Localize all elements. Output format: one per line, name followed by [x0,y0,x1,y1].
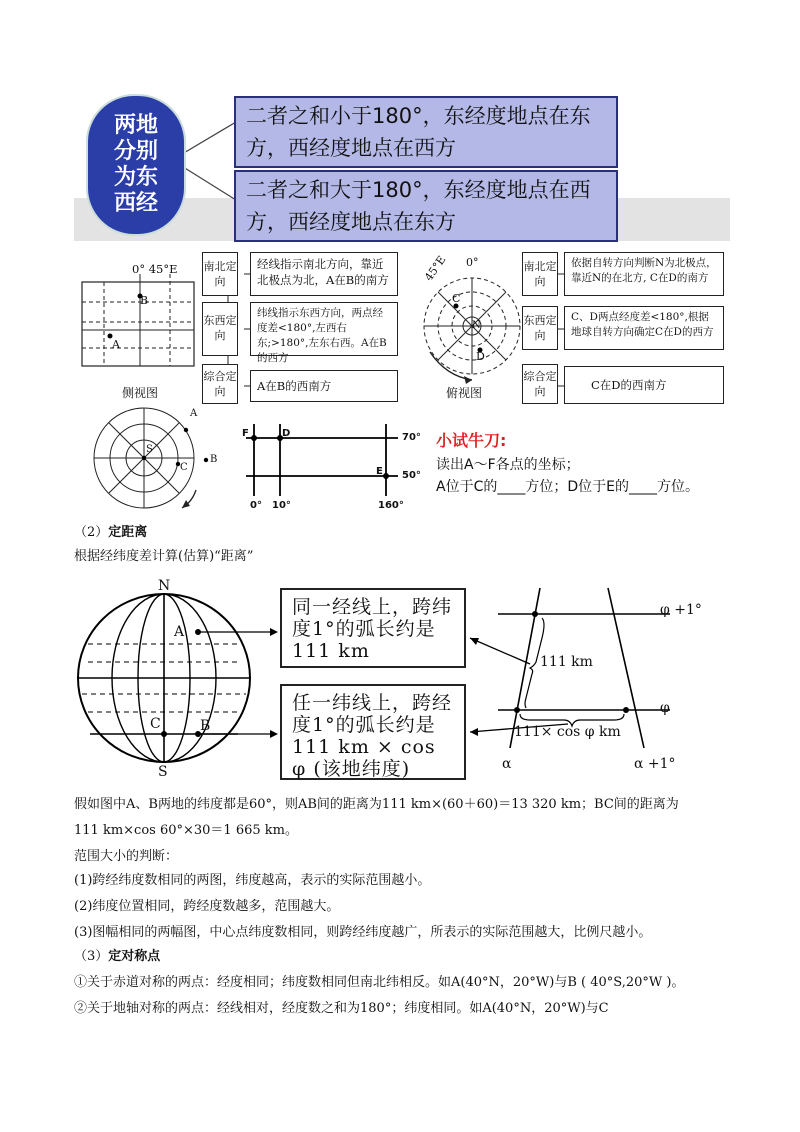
example-line1: 假如图中A、B两地的纬度都是60°，则AB间的距离为111 km×(60＋60)＝13 320 km；BC间的距离为 [74,797,679,812]
top-figure [74,86,730,241]
side-view-grid [82,274,194,366]
top-flow-text-ns: 依据自转方向判断N为北极点，靠近N的在北方, C在D的南方 [564,252,724,296]
quiz-grid-e: E [376,466,383,477]
globe-label-s: S [158,764,168,780]
section3-heading-num: （3） [74,949,109,964]
trap-label-111: 111 km [540,654,593,670]
top-box-sum-greater-text: 二者之和大于180°，东经度地点在西方，西经度地点在东方 [246,178,591,234]
quiz-polar-a: A [190,408,198,419]
globe-label-c: C [150,716,161,732]
symmetry-line1: ①关于赤道对称的两点：经度相同；纬度数相同但南北纬相反。如A(40°N，20°W)与B ( 40°S,20°W )。 [74,975,685,990]
side-flow-text-ns: 经线指示南北方向，靠近北极点为北，A在B的南方 [250,252,398,296]
trap-label-phi1: φ +1° [660,602,702,618]
quiz-line2: A位于C的____方位；D位于E的____方位。 [436,479,699,495]
section2-heading [74,524,147,542]
top-flow-text-ew: C、D两点经度差<180°,根据地球自转方向确定C在D的西方 [564,306,724,350]
top-oval-label: 两地分别为东西经 [113,113,158,216]
side-flow-text-ew: 纬线指示东西方向，两点经度差<180°,左西右东;>180°,左东右西。A在B的西方 [250,302,398,356]
direction-figure [74,244,730,516]
quiz-polar [94,408,208,508]
top-flow-head-ns: 南北定向 [522,252,558,296]
trap-label-cos: 111× cos φ km [514,724,621,740]
quiz-grid-d: D [282,428,291,439]
range-item-3: (3)图幅相同的两幅图，中心点纬度数相同，则跨经纬度越广，所表示的实际范围越大，比例尺越小。 [74,925,652,940]
top-box-sum-less-text: 二者之和小于180°，东经度地点在东方，西经度地点在西方 [246,104,591,160]
side-view-caption: 侧视图 [122,386,159,400]
meridian-distance-text: 同一经线上，跨纬度1°的弧长约是111 km [292,596,453,662]
section3-heading [74,948,160,966]
meridian-distance-box [280,588,466,668]
top-flow-text-combined: C在D的西南方 [564,366,724,404]
globe-label-b: B [200,718,211,734]
parallel-distance-text: 任一纬线上，跨经度1°的弧长约是111 km × cos φ (该地纬度) [292,692,453,780]
section2-heading-title: 定距离 [108,525,148,540]
side-flow-head-combined: 综合定向 [202,364,238,404]
quiz-grid-lon10: 10° [272,500,291,511]
top-view-label-45: 45°E [422,253,449,284]
symmetry-line2: ②关于地轴对称的两点：经线相对，经度数之和为180°；纬度相同。如A(40°N，20°W)与C [74,1001,609,1016]
side-flow-head-ns: 南北定向 [202,252,238,296]
top-view-caption: 俯视图 [446,386,483,400]
quiz-grid [246,424,398,496]
trap-label-alpha: α [502,756,512,772]
range-title: 范围大小的判断： [74,849,179,864]
example-line2: 111 km×cos 60°×30＝1 665 km。 [74,823,298,838]
quiz-polar-c: C [180,462,188,473]
quiz-polar-b: B [210,454,218,465]
section3-heading-title: 定对称点 [108,949,161,964]
side-view-point-a: A [112,338,120,351]
top-view-label-0: 0° [466,256,479,269]
top-flow-head-combined: 综合定向 [522,364,558,404]
top-oval [86,94,186,236]
distance-figure [74,578,734,782]
top-flow-head-ew: 东西定向 [522,306,558,350]
range-item-2: (2)纬度位置相同，跨经度数越多，范围越大。 [74,899,340,914]
quiz-line1: 读出A～F各点的坐标； [436,457,580,473]
side-view-lon-label: 0° 45°E [132,262,178,276]
side-view-point-b: B [140,294,149,307]
top-box-sum-greater [234,170,618,242]
top-view-point-c: C [452,292,461,305]
trap-label-phi: φ [660,700,670,716]
quiz-grid-lon0: 0° [250,500,262,511]
globe [78,594,278,762]
globe-label-n: N [158,578,171,594]
quiz-grid-lat70: 70° [402,432,421,443]
section2-heading-num: （2） [74,525,109,540]
quiz-grid-f: F [242,428,249,439]
top-box-sum-less [234,96,618,168]
parallel-distance-box [280,684,466,780]
globe-label-a: A [174,624,185,640]
side-flow-head-ew: 东西定向 [202,302,238,356]
quiz-grid-lat50: 50° [402,470,421,481]
quiz-polar-s: S [146,444,153,455]
top-view-polar [424,278,520,384]
range-item-1: (1)跨经纬度数相同的两图，纬度越高，表示的实际范围越小。 [74,873,431,888]
side-flow-text-combined: A在B的西南方 [250,370,398,402]
top-view-point-d: D [476,350,485,363]
section2-intro: 根据经纬度差计算(估算)“距离” [74,549,254,564]
top-view-point-n: N [472,320,481,331]
trap-label-alpha1: α +1° [634,756,676,772]
quiz-title: 小试牛刀: [436,431,507,450]
quiz-grid-lon160: 160° [378,500,404,511]
